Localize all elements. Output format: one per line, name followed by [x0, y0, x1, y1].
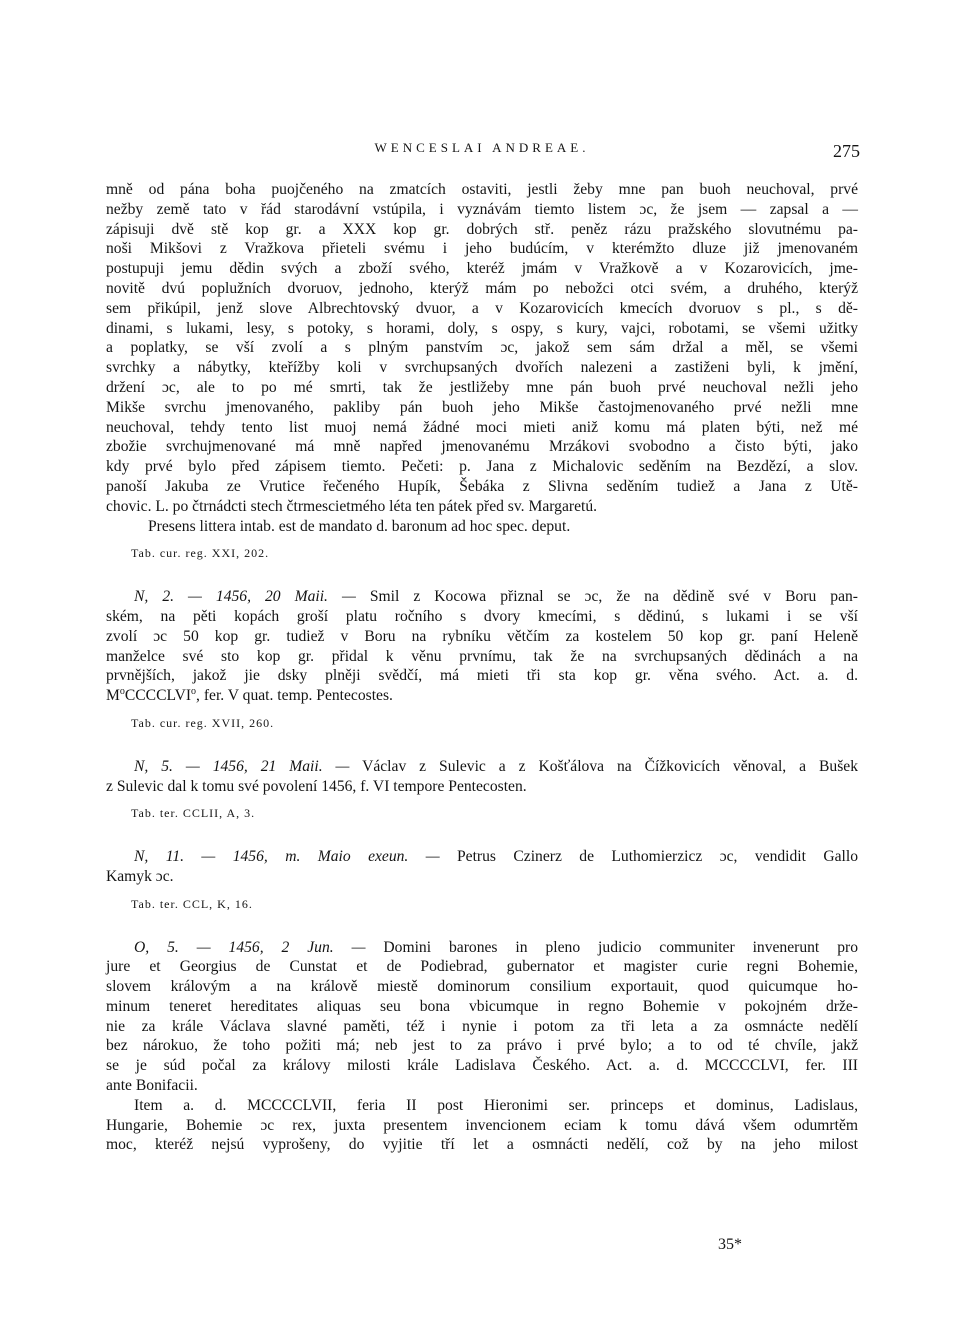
source-citation: Tab. ter. CCL, K, 16.	[131, 896, 253, 911]
text-line: nežby země tato v řád starodávní vstúpila, i vyznávám tiemto listem ɔc, že jsem — zapsal a —	[106, 200, 858, 218]
entry-head: O, 5. — 1456, 2 Jun. —	[134, 938, 366, 956]
entry-head: N, 11. — 1456, m. Maio exeun. —	[134, 848, 440, 866]
entry-head: N, 2. — 1456, 20 Maii. —	[134, 588, 356, 606]
text-line: jure et Georgius de Cunstat et de Podiebrad, gubernator et magister curie regni Bohemie,	[106, 958, 858, 976]
entry-o5	[106, 938, 858, 1156]
body-text	[106, 180, 858, 1155]
entry-first-line: N, 2. — 1456, 20 Maii. — Smil z Kocowa přiznal se ɔc, že na dědině své v Boru pan-	[134, 588, 858, 606]
text-line: sem přikúpil, jenž slove Albrechtovský dvuor, a v Kozarovicích kmecích dvoruov s pl., s dě-	[106, 299, 858, 317]
entry-n11	[106, 847, 858, 914]
text-line: zápisuji dvě stě kop gr. a XXX kop gr. dobrých stř. peněz rázu pražského slovutnému pa-	[106, 220, 858, 238]
text-line: Kamyk ɔc.	[106, 867, 174, 885]
text-line: neuchoval, tehdy tento list muoj nemá žádné moci mieti aniž komu má platen býti, než mé	[106, 418, 858, 436]
text-line: $M^oCCCCLVI^o$, fer. V quat. temp. Pentecostes.	[106, 685, 393, 705]
document-page	[106, 0, 858, 1338]
text-line: se je súd počal za královy milosti krále Ladislava Českého. Act. a. d. MCCCCLVI, fer. III	[106, 1057, 858, 1075]
text-line: zvolí ɔc 50 kop gr. tudiež v Boru na rybníku větčím za kostelem 50 kop gr. paní Heleně	[106, 627, 858, 645]
item-first-line: Item a. d. MCCCCLVII, feria II post Hieronimi ser. princeps et dominus, Ladislaus,	[134, 1096, 858, 1114]
text-line: zbožie svrchujmenované má mně napřed jmenovanému Mrzákovi svobodno a čisto býti, jako	[106, 438, 858, 456]
signature-mark: 35*	[718, 1236, 742, 1253]
text-line: ante Bonifacii.	[106, 1077, 198, 1095]
intro-paragraph	[106, 180, 858, 564]
text-line: slovem královým a na králově miestě dominorum consilium exportauit, quod quicumque ho-	[106, 978, 858, 996]
text-line: svrchky a nábytky, kteřížby koli v svrchupsaných dvořích nalezeni a zastiženi byli, k jmění,	[106, 359, 858, 377]
text-line: moc, kteréž nejsú vyprošeny, do vyjitie tří let a osmnácti nedělí, což by na jeho milost	[106, 1136, 858, 1154]
source-citation: Tab. cur. reg. XXI, 202.	[131, 546, 270, 561]
running-head: WENCESLAI ANDREAE.	[374, 140, 590, 155]
text-line: z Sulevic dal k tomu své povolení 1456, f. VI tempore Pentecosten.	[106, 777, 527, 795]
source-citation: Tab. ter. CCLII, A, 3.	[131, 806, 256, 821]
entry-n5	[106, 757, 858, 824]
text-line: a poplatky, se vší zvolí a s plným panstvím ɔc, jakož sem sám držal a měl, se všemi	[106, 339, 858, 357]
presens-note: Presens littera intab. est de mandato d. baronum ad hoc spec. deput.	[148, 517, 571, 535]
text-line: dinami, s lukami, lesy, s potoky, s horami, doly, s ospy, s kury, vajci, robotami, se všemi užitky	[106, 319, 858, 337]
text-line: Mikše svrchu jmenovaného, pakliby pán buoh jeho Mikše častojmenovaného prvé nežli mne	[106, 398, 858, 416]
text-line: ském, na pěti kopách groší platu ročního s dvory kmecími, s dědinú, s lukami i se vší	[106, 607, 858, 625]
text-line: postupuji jemu dědin svých a zboží svého, kteréž jmám v Vražkově a v Kozarovicích, jme-	[106, 260, 858, 278]
text-line: novitě dvú poplužních dvoruov, jednoho, kterýž mám po nebožci otci svém, a druhého, kterýž	[106, 279, 858, 297]
entry-head: N, 5. — 1456, 21 Maii. —	[134, 757, 350, 775]
text-line: kdy prvé bylo před zápisem tiemto. Pečeti: p. Jana z Michalovic seděním na Bezdězí, a slov.	[106, 458, 858, 476]
entry-first-line: N, 11. — 1456, m. Maio exeun. — Petrus Czinerz de Luthomierzicz ɔc, vendidit Gallo	[134, 848, 858, 866]
entry-n2	[106, 587, 858, 734]
entry-first-line: O, 5. — 1456, 2 Jun. — Domini barones in pleno judicio communiter invenerunt pro	[134, 938, 858, 956]
entry-first-line: N, 5. — 1456, 21 Maii. — Václav z Sulevic a z Košťálova na Čížkovicích věnoval, a Bušek	[134, 757, 858, 775]
text-line: chovic. L. po čtrnádcti stech čtrmescietmého léta ten pátek před sv. Margaretú.	[106, 497, 598, 515]
text-line: manželce své sto kop gr. přidal k věnu prvnímu, tak že na svrchupsaných dědinách a na	[106, 647, 858, 665]
source-citation: Tab. cur. reg. XVII, 260.	[131, 715, 275, 730]
text-line: držení ɔc, ale to po mé smrti, tak že jestližeby mne pán buoh prvé neuchoval nežli jeho	[106, 378, 858, 396]
text-line: bez nárokuo, že toho požiti má; neb jest to za právo i prvé bylo; a to od té chvíle, jakž	[106, 1037, 858, 1055]
text-line: nie za krále Václava slavné paměti, též i nynie i potom za tři leta a za osmnácte nedělí	[106, 1017, 858, 1035]
text-line: mně od pána boha puojčeného na zmatcích ostaviti, jestli žeby mne pan buoh neuchoval, prvé	[106, 181, 858, 198]
text-line: panoší Jakuba ze Vrutice řečeného Hupík, Šebáka z Slivna seděním tudiež a Jana z Utě-	[106, 477, 858, 495]
text-line: minum teneret hereditates aliquas seu bona vbicumque in regno Bohemie v pokojném drže-	[106, 997, 858, 1015]
text-line: prvnějších, jakož jie dsky plněji svědčí, má mieti tři sta kop gr. věna svého. Act. a. d.	[106, 667, 858, 685]
text-line: noši Mikšovi z Vražkova přieteli svému i jeho budúcím, v kterémžto dluze již jmenovaném	[106, 240, 858, 258]
page-number: 275	[833, 141, 860, 161]
text-line: Hungarie, Bohemie ɔc rex, juxta presentem invencionem eciam k tomu dává všem odumrtěm	[106, 1116, 858, 1134]
